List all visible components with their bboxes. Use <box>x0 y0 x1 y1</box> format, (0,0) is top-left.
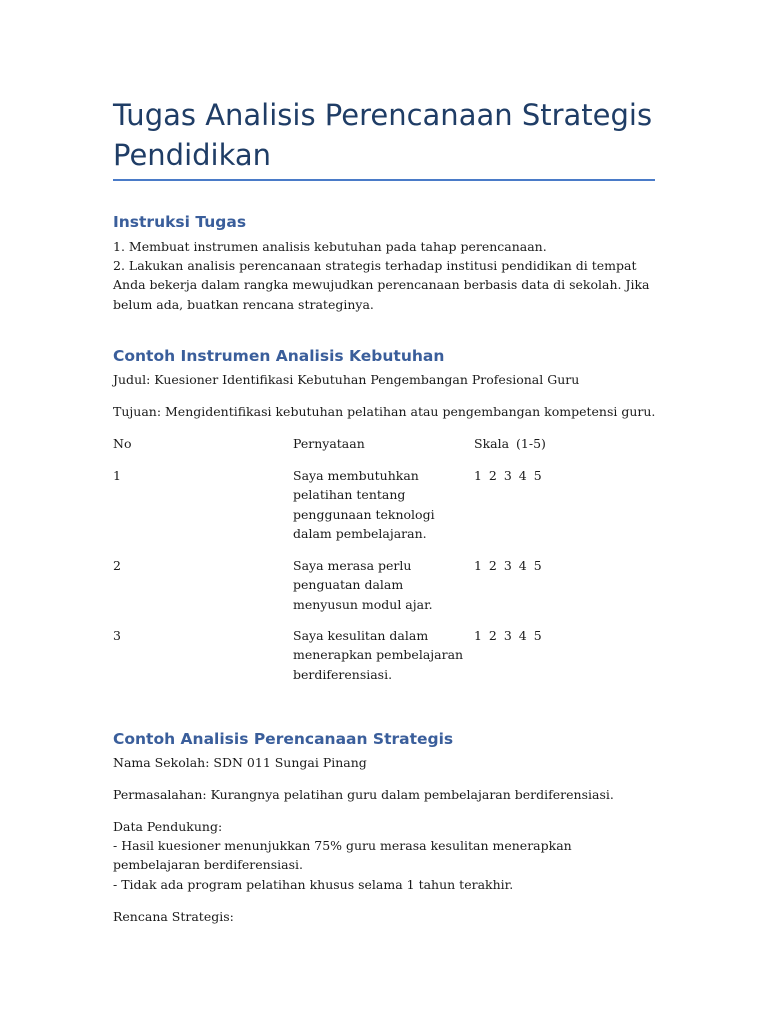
heading-contoh-instrumen: Contoh Instrumen Analisis Kebutuhan <box>113 347 445 365</box>
analysis-school-name: Nama Sekolah: SDN 011 Sungai Pinang <box>113 755 367 770</box>
row-number: 3 <box>113 628 121 643</box>
table-header-skala: Skala (1-5) <box>474 436 546 451</box>
table-header-no: No <box>113 436 132 451</box>
instruction-item-2: 2. Lakukan analisis perencanaan strategis terhadap institusi pendidikan di tempat Anda bekerja dalam rangka mewujudkan perencanaan berbasis data di sekolah. Jika belum ada, buatkan rencana strateginya. <box>113 258 650 312</box>
instrument-judul: Judul: Kuesioner Identifikasi Kebutuhan Pengembangan Profesional Guru <box>113 372 580 387</box>
heading-contoh-analisis: Contoh Analisis Perencanaan Strategis <box>113 730 454 748</box>
row-scale: 1 2 3 4 5 <box>474 468 542 483</box>
heading-instruksi-tugas: Instruksi Tugas <box>113 213 247 231</box>
instrument-tujuan: Tujuan: Mengidentifikasi kebutuhan pelatihan atau pengembangan kompetensi guru. <box>113 404 656 419</box>
row-scale: 1 2 3 4 5 <box>474 628 542 643</box>
page-title: Tugas Analisis Perencanaan Strategis Pendidikan <box>113 98 653 172</box>
row-scale: 1 2 3 4 5 <box>474 558 542 573</box>
analysis-strategy-label: Rencana Strategis: <box>113 909 234 924</box>
table-header-pernyataan: Pernyataan <box>293 436 365 451</box>
row-number: 2 <box>113 558 121 573</box>
row-statement: Saya merasa perlu penguatan dalam menyusun modul ajar. <box>293 558 433 612</box>
analysis-support-item-1: - Hasil kuesioner menunjukkan 75% guru merasa kesulitan menerapkan pembelajaran berdiferensiasi. <box>113 838 572 873</box>
row-number: 1 <box>113 468 121 483</box>
analysis-problem: Permasalahan: Kurangnya pelatihan guru dalam pembelajaran berdiferensiasi. <box>113 787 614 802</box>
title-underline <box>113 179 655 181</box>
analysis-support-item-2: - Tidak ada program pelatihan khusus selama 1 tahun terakhir. <box>113 877 514 892</box>
analysis-support-label: Data Pendukung: <box>113 819 223 834</box>
instruction-item-1: 1. Membuat instrumen analisis kebutuhan pada tahap perencanaan. <box>113 239 547 254</box>
row-statement: Saya kesulitan dalam menerapkan pembelajaran berdiferensiasi. <box>293 628 464 682</box>
row-statement: Saya membutuhkan pelatihan tentang penggunaan teknologi dalam pembelajaran. <box>293 468 435 541</box>
